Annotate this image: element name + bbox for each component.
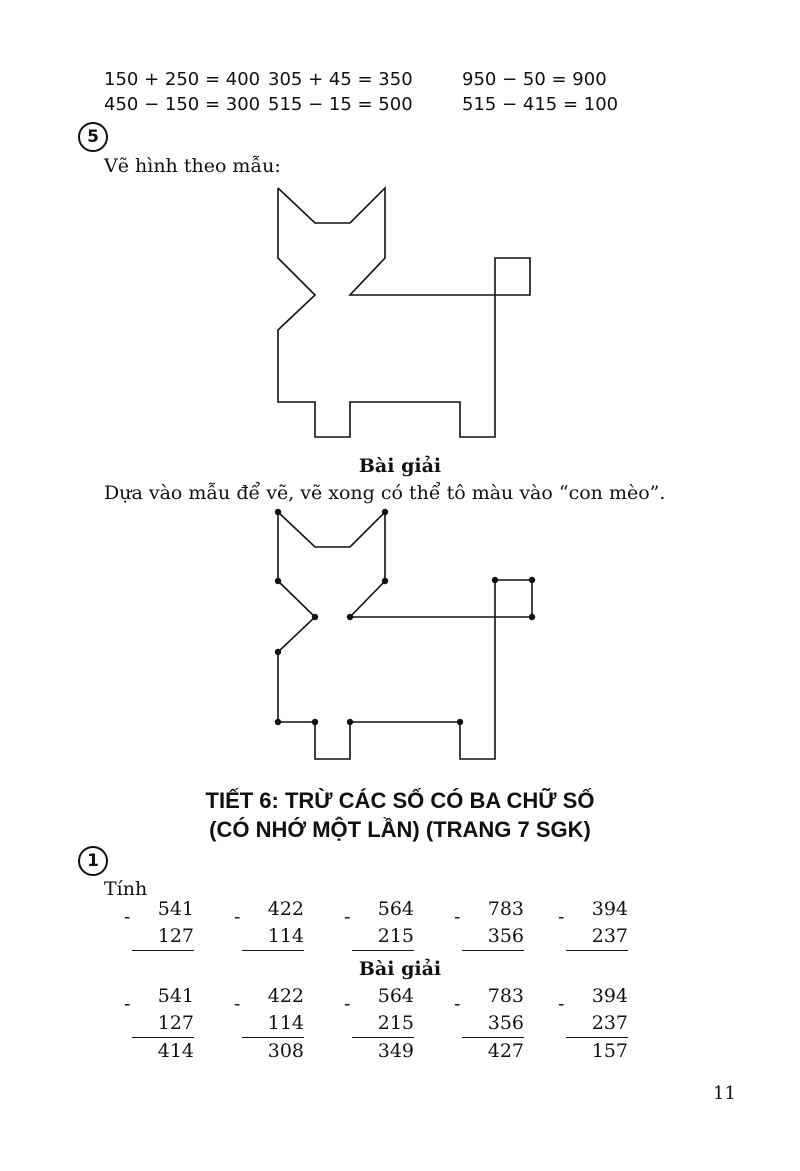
subtraction-solution — [454, 983, 524, 1065]
equation: 515 − 415 = 100 — [462, 94, 619, 115]
minus-sign: - — [234, 906, 241, 928]
subtrahend: 356 — [487, 1012, 524, 1034]
minus-sign: - — [344, 906, 351, 928]
subtraction-problem — [344, 896, 414, 951]
difference: 427 — [487, 1040, 524, 1062]
subtraction-solution — [344, 983, 414, 1065]
equation: 450 − 150 = 300 — [104, 94, 261, 115]
subtraction-problem — [558, 896, 628, 951]
subtrahend: 356 — [487, 925, 524, 947]
minuend: 422 — [267, 898, 304, 920]
result-line — [462, 950, 524, 951]
difference: 414 — [157, 1040, 194, 1062]
subtrahend: 114 — [267, 925, 304, 947]
subtraction-solution — [558, 983, 628, 1065]
lesson-title-line1: TIẾT 6: TRỪ CÁC SỐ CÓ BA CHỮ SỐ — [205, 788, 595, 813]
minuend: 541 — [157, 985, 194, 1007]
equation: 305 + 45 = 350 — [268, 69, 413, 90]
subtraction-solution — [124, 983, 194, 1065]
subtrahend: 114 — [267, 1012, 304, 1034]
difference: 157 — [591, 1040, 628, 1062]
minus-sign: - — [344, 993, 351, 1015]
exercise-1-solution-title: Bài giải — [358, 958, 442, 980]
minuend: 564 — [377, 898, 414, 920]
minus-sign: - — [558, 993, 565, 1015]
minuend: 783 — [487, 898, 524, 920]
equation: 515 − 15 = 500 — [268, 94, 413, 115]
subtraction-problem — [124, 896, 194, 951]
result-line — [242, 950, 304, 951]
minus-sign: - — [124, 906, 131, 928]
page-number: 11 — [713, 1083, 736, 1104]
minus-sign: - — [454, 906, 461, 928]
minuend: 394 — [591, 898, 628, 920]
minuend: 564 — [377, 985, 414, 1007]
minuend: 541 — [157, 898, 194, 920]
result-line — [352, 950, 414, 951]
cat-template-drawing — [278, 188, 530, 437]
exercise-5-number: 5 — [78, 122, 108, 152]
result-line — [566, 950, 628, 951]
minuend: 422 — [267, 985, 304, 1007]
minus-sign: - — [234, 993, 241, 1015]
subtrahend: 237 — [591, 925, 628, 947]
minuend: 783 — [487, 985, 524, 1007]
subtrahend: 127 — [157, 925, 194, 947]
minus-sign: - — [454, 993, 461, 1015]
result-line — [132, 950, 194, 951]
subtrahend: 127 — [157, 1012, 194, 1034]
exercise-5-solution-text: Dựa vào mẫu để vẽ, vẽ xong có thể tô màu vào “con mèo”. — [104, 482, 666, 504]
difference: 308 — [267, 1040, 304, 1062]
equation: 950 − 50 = 900 — [462, 69, 607, 90]
exercise-5-solution-title: Bài giải — [358, 455, 442, 477]
subtraction-problem — [454, 896, 524, 951]
minuend: 394 — [591, 985, 628, 1007]
difference: 349 — [377, 1040, 414, 1062]
exercise-1-number: 1 — [78, 846, 108, 876]
subtraction-problem — [234, 896, 304, 951]
minus-sign: - — [124, 993, 131, 1015]
lesson-title-line2: (CÓ NHỚ MỘT LẦN) (TRANG 7 SGK) — [209, 817, 591, 842]
exercise-1-instruction: Tính — [104, 878, 148, 900]
subtrahend: 215 — [377, 925, 414, 947]
equation: 150 + 250 = 400 — [104, 69, 261, 90]
minus-sign: - — [558, 906, 565, 928]
subtrahend: 237 — [591, 1012, 628, 1034]
exercise-5-instruction: Vẽ hình theo mẫu: — [104, 155, 281, 177]
subtrahend: 215 — [377, 1012, 414, 1034]
subtraction-solution — [234, 983, 304, 1065]
